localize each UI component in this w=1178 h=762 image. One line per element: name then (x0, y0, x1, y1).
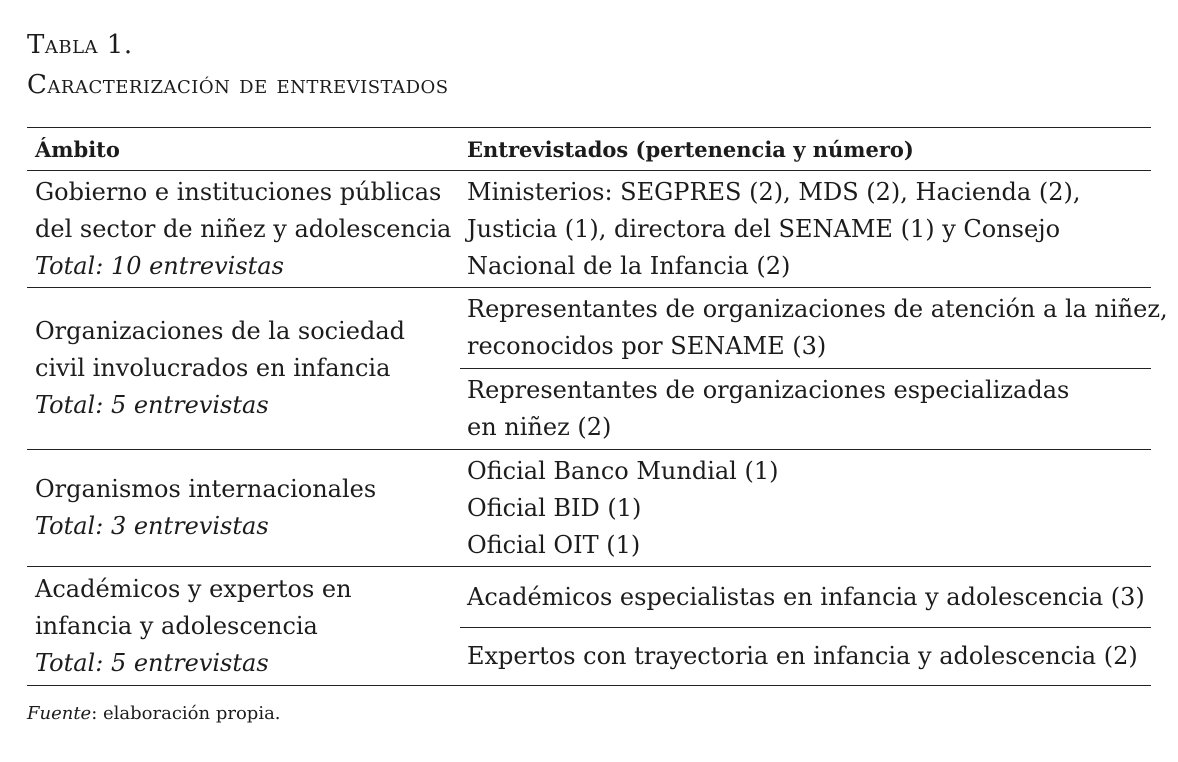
total-label: Total: 10 entrevistas (35, 251, 284, 280)
ambito-line: Gobierno e instituciones públicas (35, 177, 442, 206)
table-row (27, 567, 1151, 628)
ambito-cell (27, 288, 460, 450)
entry-cell (460, 567, 1151, 628)
entry-line: Expertos con trayectoria en infancia y adolescencia (2) (467, 642, 1138, 670)
entry-line: Académicos especialistas en infancia y adolescencia (3) (467, 582, 1145, 611)
total-label: Total: 5 entrevistas (35, 648, 269, 677)
table-number: Tabla 1. (27, 30, 133, 60)
ambito-line: Académicos y expertos en (35, 574, 352, 603)
ambito-cell (27, 171, 460, 288)
table-row (27, 450, 1151, 567)
entry-line: reconocidos por SENAME (3) (467, 332, 827, 360)
entry-cell (460, 450, 1151, 567)
ambito-cell (27, 450, 460, 567)
ambito-line: infancia y adolescencia (35, 611, 318, 640)
total-label: Total: 3 entrevistas (35, 512, 269, 540)
entry-cell (460, 171, 1151, 288)
table-source-note (27, 703, 281, 724)
entry-line: Ministerios: SEGPRES (2), MDS (2), Hacienda (2), (467, 177, 1081, 206)
table-row (27, 171, 1151, 288)
entry-line: Oficial Banco Mundial (1) (467, 456, 779, 485)
total-label: Total: 5 entrevistas (35, 391, 269, 419)
table-row (27, 288, 1151, 369)
ambito-line: Organismos internacionales (35, 475, 377, 503)
ambito-line: Organizaciones de la sociedad (35, 317, 406, 345)
ambito-line: civil involucrados en infancia (35, 354, 391, 382)
interviewees-table (27, 127, 1168, 686)
table-header-row (27, 128, 1151, 171)
table-title: Caracterización de entrevistados (27, 70, 449, 100)
header-entrevistados: Entrevistados (pertenencia y número) (460, 128, 1151, 171)
entry-line: Oficial BID (1) (467, 493, 642, 522)
source-label: Fuente (27, 703, 92, 724)
entry-line: Representantes de organizaciones especializadas (467, 376, 1070, 404)
entry-line: Justicia (1), directora del SENAME (1) y Consejo (467, 214, 1061, 243)
entry-cell (460, 369, 1151, 450)
ambito-line: del sector de niñez y adolescencia (35, 214, 452, 243)
source-text: : elaboración propia. (91, 703, 281, 724)
entry-line: Nacional de la Infancia (2) (467, 251, 791, 280)
entry-line: Oficial OIT (1) (467, 530, 641, 559)
ambito-cell (27, 567, 460, 686)
entry-cell (460, 628, 1151, 686)
header-ambito: Ámbito (27, 128, 460, 171)
entry-line: en niñez (2) (467, 413, 612, 441)
entry-cell (460, 288, 1168, 369)
entry-line: Representantes de organizaciones de atención a la niñez, (467, 295, 1168, 323)
